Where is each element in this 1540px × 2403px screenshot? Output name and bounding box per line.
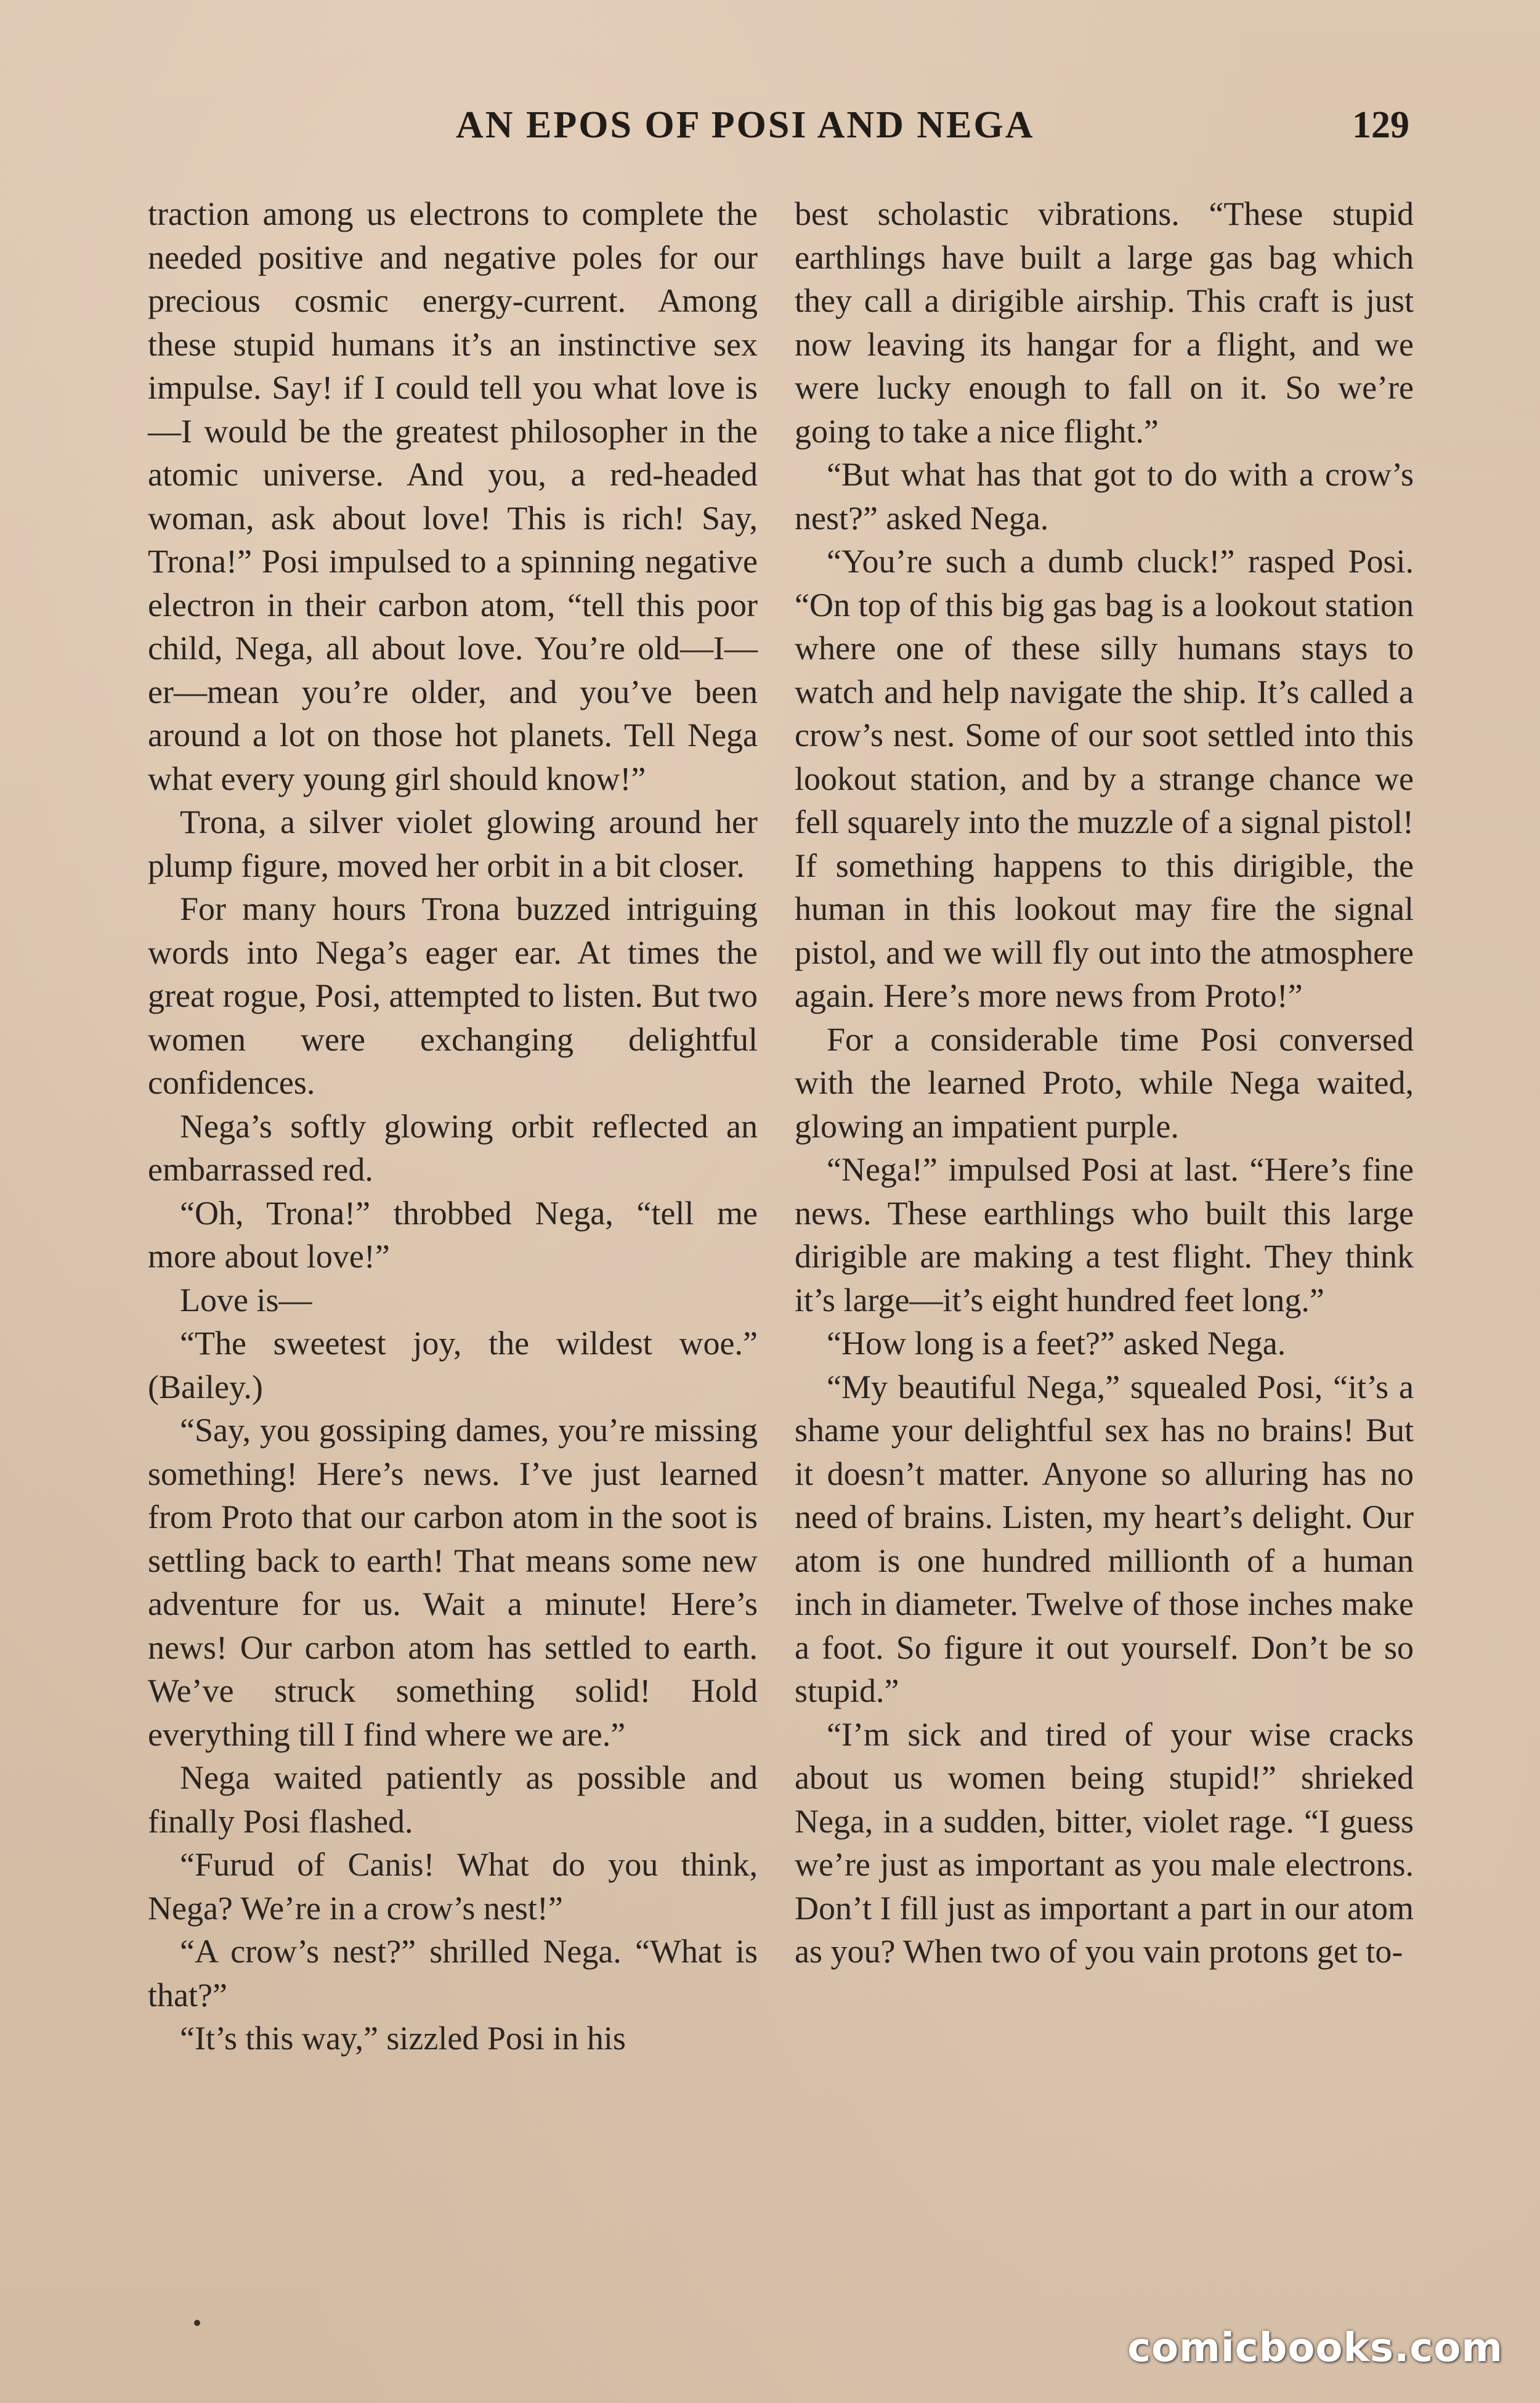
paragraph: “My beautiful Nega,” squealed Posi, “it’s a shame your delightful sex has no brains! But it doesn’t matter. Anyone so alluring has no need of brains. Listen, my heart’s delight. Our atom is one hundred millionth of a human inch in diameter. Twelve of those inches make a foot. So figure it out yourself. Don’t be so stupid.” bbox=[795, 1368, 1414, 1709]
paragraph: “How long is a feet?” asked Nega. bbox=[827, 1325, 1286, 1362]
paragraph: Nega’s softly glowing orbit reflected an embarrassed red. bbox=[148, 1107, 758, 1188]
paragraph: “It’s this way,” sizzled Posi in his bbox=[180, 2020, 626, 2057]
paragraph: “Say, you gossiping dames, you’re missing something! Here’s news. I’ve just learned from Proto that our carbon atom in the soot is settling back to earth! That means some new adventure for us. Wait a minute! Here’s news! Our carbon atom has settled to earth. We’ve struck something solid! Hold everything till I find where we are.” bbox=[148, 1412, 758, 1753]
paragraph: “Nega!” impulsed Posi at last. “Here’s fine news. These earthlings who built this large dirigible are making a test flight. They think it’s large—it’s eight hundred feet long.” bbox=[795, 1151, 1414, 1319]
paragraph: For many hours Trona buzzed intriguing words into Nega’s eager ear. At times the great rogue, Posi, attempted to listen. But two women were exchanging delightful confidences. bbox=[148, 890, 758, 1101]
paragraph: traction among us electrons to complete the needed positive and negative poles for our precious cosmic energy-current. Among these stupid humans it’s an instinctive sex impulse. Say! if I could tell you what love is—I would be the greatest philosopher in the atomic universe. And you, a red-headed woman, ask about love! This is rich! Say, Trona!” Posi impulsed to a spinning negative electron in their carbon atom, “tell this poor child, Nega, all about love. You’re old—I—er—mean you’re older, and you’ve been around a lot on those hot planets. Tell Nega what every young girl should know!” bbox=[148, 195, 758, 797]
paragraph: “Furud of Canis! What do you think, Nega? We’re in a crow’s nest!” bbox=[148, 1846, 758, 1927]
paragraph: “The sweetest joy, the wildest woe.” (Bailey.) bbox=[148, 1325, 758, 1405]
paragraph: Trona, a silver violet glowing around her plump figure, moved her orbit in a bit closer. bbox=[148, 803, 758, 884]
watermark-logo: comicbooks.com bbox=[1127, 2325, 1503, 2371]
page-number: 129 bbox=[1352, 104, 1409, 146]
paragraph: “But what has that got to do with a crow’s nest?” asked Nega. bbox=[795, 456, 1414, 537]
paragraph: “You’re such a dumb cluck!” rasped Posi. “On top of this big gas bag is a lookout station where one of these silly humans stays to watch and help navigate the ship. It’s called a crow’s nest. Some of our soot settled into this lookout station, and by a strange chance we fell squarely into the muzzle of a signal pistol! If something happens to this dirigible, the human in this lookout may fire the signal pistol, and we will fly out into the atmosphere again. Here’s more news from Proto!” bbox=[795, 543, 1414, 1014]
paragraph: “I’m sick and tired of your wise cracks about us women being stupid!” shrieked Nega, in a sudden, bitter, violet rage. “I guess we’re just as important as you male electrons. Don’t I fill just as important a part in our atom as you? When two of you vain protons get to- bbox=[795, 1715, 1414, 1970]
paragraph: best scholastic vibrations. “These stupid earthlings have built a large gas bag which they call a dirigible airship. This craft is just now leaving its hangar for a flight, and we were lucky enough to fall on it. So we’re going to take a nice flight.” bbox=[795, 195, 1414, 450]
paragraph: “Oh, Trona!” throbbed Nega, “tell me more about love!” bbox=[148, 1194, 758, 1275]
paragraph: Love is— bbox=[180, 1281, 312, 1319]
paragraph: Nega waited patiently as possible and finally Posi flashed. bbox=[148, 1759, 758, 1840]
running-title: AN EPOS OF POSI AND NEGA bbox=[456, 104, 1035, 146]
left-column bbox=[148, 192, 758, 2060]
ink-speck bbox=[194, 2320, 200, 2326]
right-column bbox=[795, 192, 1414, 1974]
paragraph: “A crow’s nest?” shrilled Nega. “What is that?” bbox=[148, 1933, 758, 2014]
paragraph: For a considerable time Posi conversed with the learned Proto, while Nega waited, glowing an impatient purple. bbox=[795, 1020, 1414, 1145]
